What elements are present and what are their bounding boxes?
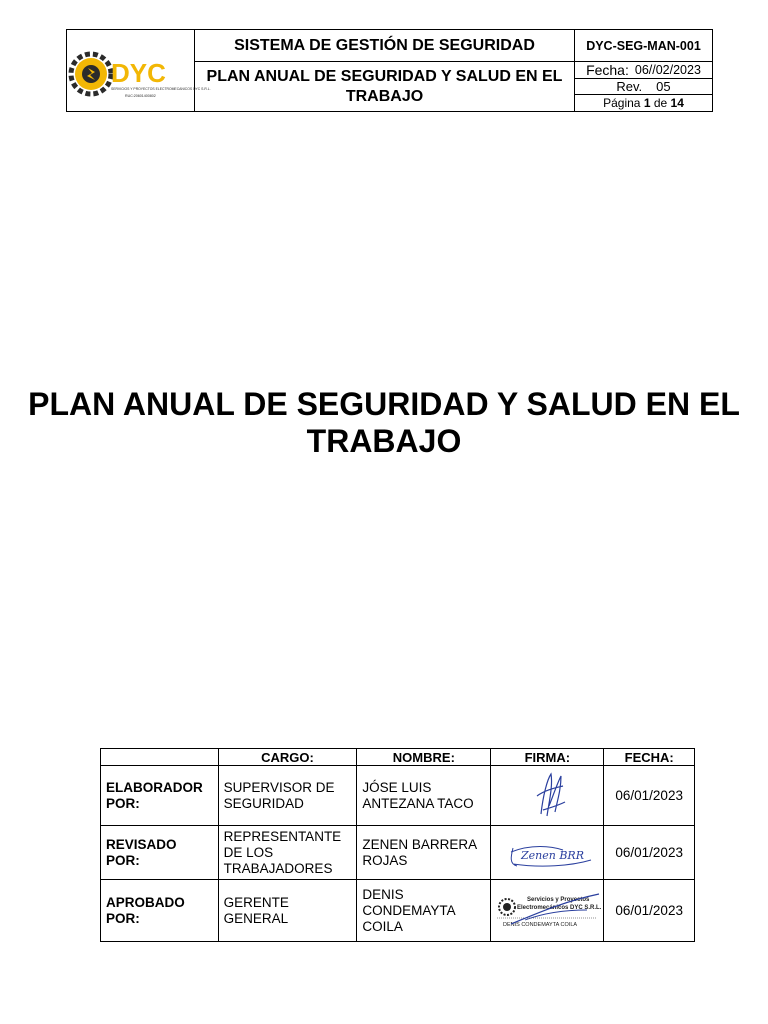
nombre-cell: DENIS CONDEMAYTA COILA bbox=[357, 880, 491, 942]
role-cell: ELABORADOR POR: bbox=[101, 766, 219, 826]
signature-image bbox=[491, 766, 603, 822]
fecha-cell: 06/01/2023 bbox=[604, 826, 695, 880]
fecha-cell: 06/01/2023 bbox=[604, 880, 695, 942]
page-field bbox=[575, 95, 712, 111]
svg-text:RUC:20601400802: RUC:20601400802 bbox=[125, 94, 156, 98]
table-row bbox=[101, 880, 695, 942]
column-header-cargo: CARGO: bbox=[218, 749, 357, 766]
page-total: 14 bbox=[670, 96, 684, 110]
nombre-cell: JÓSE LUIS ANTEZANA TACO bbox=[357, 766, 491, 826]
svg-text:Servicios y Proyectos: Servicios y Proyectos bbox=[527, 897, 590, 903]
table-row bbox=[101, 826, 695, 880]
date-value: 06//02/2023 bbox=[634, 63, 701, 77]
logo-cell bbox=[67, 30, 211, 111]
dyc-logo bbox=[67, 34, 211, 110]
svg-text:Zenen BRR: Zenen BRR bbox=[521, 849, 585, 862]
table-row bbox=[101, 766, 695, 826]
revision-label: Rev. bbox=[616, 79, 643, 94]
svg-text:DYC: DYC bbox=[111, 58, 166, 88]
svg-text:SERVICIOS Y PROYECTOS ELECTROM: SERVICIOS Y PROYECTOS ELECTROMECANICOS DYC S.R.L. bbox=[111, 87, 211, 91]
column-header-role bbox=[101, 749, 219, 766]
revision-value: 05 bbox=[656, 79, 671, 94]
cargo-cell: GERENTE GENERAL bbox=[218, 880, 357, 942]
date-label: Fecha: bbox=[586, 62, 629, 78]
document-code: DYC-SEG-MAN-001 bbox=[575, 30, 712, 62]
role-cell: REVISADO POR: bbox=[101, 826, 219, 880]
cargo-cell: REPRESENTANTE DE LOS TRABAJADORES bbox=[218, 826, 357, 880]
signature-cell bbox=[491, 826, 604, 880]
signature-cell bbox=[491, 766, 604, 826]
system-title: SISTEMA DE GESTIÓN DE SEGURIDAD bbox=[195, 30, 575, 62]
column-header-nombre: NOMBRE: bbox=[357, 749, 491, 766]
column-header-fecha: FECHA: bbox=[604, 749, 695, 766]
cargo-cell: SUPERVISOR DE SEGURIDAD bbox=[218, 766, 357, 826]
page-of: de bbox=[653, 96, 668, 110]
revision-field bbox=[575, 79, 712, 95]
page-label: Página bbox=[603, 96, 641, 110]
document-header bbox=[66, 29, 713, 112]
role-cell: APROBADO POR: bbox=[101, 880, 219, 942]
page-current: 1 bbox=[643, 96, 651, 110]
fecha-cell: 06/01/2023 bbox=[604, 766, 695, 826]
approval-header-row bbox=[101, 749, 695, 766]
date-field bbox=[575, 62, 712, 79]
svg-text:DENIS CONDEMAYTA COILA: DENIS CONDEMAYTA COILA bbox=[503, 922, 578, 928]
svg-text:Electromecánicos DYC S.R.L.: Electromecánicos DYC S.R.L. bbox=[517, 905, 602, 911]
plan-title: PLAN ANUAL DE SEGURIDAD Y SALUD EN EL TRABAJO bbox=[195, 62, 575, 111]
company-stamp bbox=[491, 880, 603, 938]
signature-cell bbox=[491, 880, 604, 942]
approval-table bbox=[100, 748, 695, 942]
document-title: PLAN ANUAL DE SEGURIDAD Y SALUD EN EL TRABAJO bbox=[28, 386, 740, 459]
column-header-firma: FIRMA: bbox=[491, 749, 604, 766]
nombre-cell: ZENEN BARRERA ROJAS bbox=[357, 826, 491, 880]
signature-image bbox=[491, 826, 603, 876]
